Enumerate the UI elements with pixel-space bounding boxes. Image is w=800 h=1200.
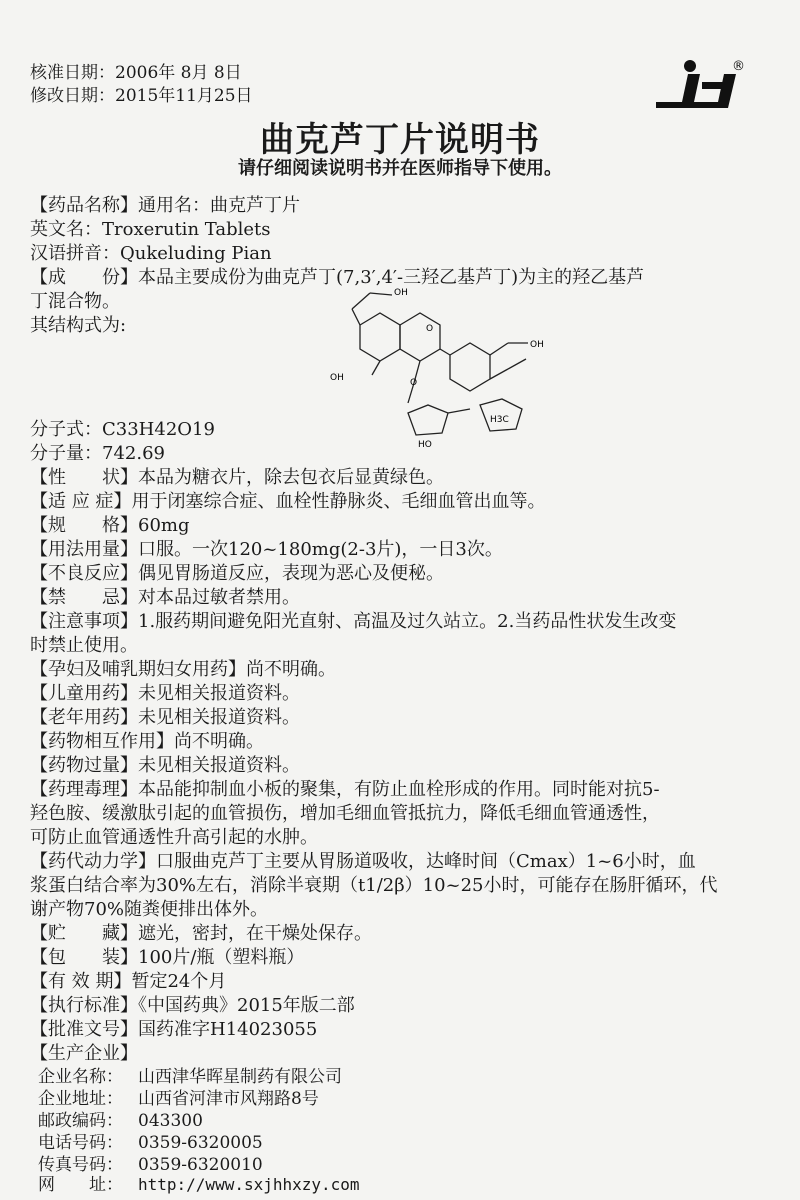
h3c-label: H3C xyxy=(490,415,509,425)
pharmacokinetics-line-3: 谢产物70%随粪便排出体外。 xyxy=(30,899,269,920)
page-title: 曲克芦丁片说明书 xyxy=(260,120,540,160)
geriatric-use: 【老年用药】未见相关报道资料。 xyxy=(30,707,300,728)
manufacturer-value: 山西津华晖星制药有限公司 xyxy=(138,1067,342,1087)
manufacturer-value: 山西省河津市风翔路8号 xyxy=(138,1089,319,1109)
ingredients-line-1: 【成 份】本品主要成份为曲克芦丁(7,3′,4′-三羟乙基芦丁)为主的羟乙基芦 xyxy=(30,267,645,288)
manufacturer-key: 邮政编码： xyxy=(38,1111,123,1131)
pinyin-name: 汉语拼音：Qukeluding Pian xyxy=(30,243,272,264)
validity: 【有 效 期】暂定24个月 xyxy=(30,971,227,992)
manufacturer-key: 企业地址： xyxy=(38,1089,123,1109)
molecular-formula: 分子式：C33H42O19 xyxy=(30,419,215,440)
dosage: 【用法用量】口服。一次120~180mg(2-3片)，一日3次。 xyxy=(30,539,503,560)
manufacturer-header: 【生产企业】 xyxy=(30,1043,138,1064)
manufacturer-row xyxy=(38,1154,263,1176)
header-dates xyxy=(30,62,253,108)
o-label: O xyxy=(426,324,434,334)
website-link[interactable]: http://www.sxjhhxzy.com xyxy=(138,1175,360,1194)
specification: 【规 格】60mg xyxy=(30,515,190,536)
precautions-line-2: 时禁止使用。 xyxy=(30,635,138,656)
ingredients-line-2: 丁混合物。 xyxy=(30,291,120,312)
pharmacology-line-1: 【药理毒理】本品能抑制血小板的聚集，有防止血栓形成的作用。同时能对抗5- xyxy=(30,779,660,800)
indications: 【适 应 症】用于闭塞综合症、血栓性静脉炎、毛细血管出血等。 xyxy=(30,491,546,512)
manufacturer-row xyxy=(38,1066,342,1088)
oh-label: OH xyxy=(330,373,344,383)
manufacturer-value: 0359-6320005 xyxy=(138,1133,263,1153)
pregnancy-use: 【孕妇及哺乳期妇女用药】尚不明确。 xyxy=(30,659,336,680)
registered-mark: ® xyxy=(732,59,745,74)
drug-name: 【药品名称】通用名：曲克芦丁片 xyxy=(30,195,300,216)
manufacturer-row xyxy=(38,1110,203,1132)
manufacturer-value: 043300 xyxy=(138,1111,203,1131)
manufacturer-key: 电话号码： xyxy=(38,1133,123,1153)
contraindications: 【禁 忌】对本品过敏者禁用。 xyxy=(30,587,300,608)
company-logo xyxy=(652,56,745,112)
molecular-weight: 分子量：742.69 xyxy=(30,443,165,464)
approval-date: 核准日期：2006年 8月 8日 xyxy=(30,63,242,83)
english-name: 英文名：Troxerutin Tablets xyxy=(30,219,271,240)
pharmacology-line-3: 可防止血管通透性升高引起的水肿。 xyxy=(30,827,318,848)
manufacturer-key: 网 址： xyxy=(38,1175,123,1195)
manufacturer-row xyxy=(38,1174,360,1196)
manufacturer-row xyxy=(38,1132,263,1154)
properties: 【性 状】本品为糖衣片，除去包衣后显黄绿色。 xyxy=(30,467,444,488)
approval-number: 【批准文号】国药准字H14023055 xyxy=(30,1019,318,1040)
package: 【包 装】100片/瓶（塑料瓶） xyxy=(30,947,305,968)
overdose: 【药物过量】未见相关报道资料。 xyxy=(30,755,300,776)
page-subtitle: 请仔细阅读说明书并在医师指导下使用。 xyxy=(238,158,562,179)
standard: 【执行标准】《中国药典》2015年版二部 xyxy=(30,995,355,1016)
manufacturer-value: 0359-6320010 xyxy=(138,1155,263,1175)
oh-label: OH xyxy=(394,288,408,298)
pharmacokinetics-line-1: 【药代动力学】口服曲克芦丁主要从胃肠道吸收，达峰时间（Cmax）1~6小时，血 xyxy=(30,851,696,872)
storage: 【贮 藏】遮光，密封，在干燥处保存。 xyxy=(30,923,372,944)
manufacturer-key: 企业名称： xyxy=(38,1067,123,1087)
manufacturer-row xyxy=(38,1088,319,1110)
manufacturer-key: 传真号码： xyxy=(38,1155,123,1175)
o-label: O xyxy=(410,378,418,388)
precautions-line-1: 【注意事项】1.服药期间避免阳光直射、高温及过久站立。2.当药品性状发生改变 xyxy=(30,611,677,632)
drug-interactions: 【药物相互作用】尚不明确。 xyxy=(30,731,264,752)
revision-date: 修改日期：2015年11月25日 xyxy=(30,86,253,106)
ho-label: HO xyxy=(418,440,432,450)
structure-label: 其结构式为: xyxy=(30,315,127,336)
pediatric-use: 【儿童用药】未见相关报道资料。 xyxy=(30,683,300,704)
adverse-reactions: 【不良反应】偶见胃肠道反应，表现为恶心及便秘。 xyxy=(30,563,444,584)
pharmacokinetics-line-2: 浆蛋白结合率为30%左右，消除半衰期（t1/2β）10~25小时，可能存在肠肝循环，代 xyxy=(30,875,718,896)
oh-label: OH xyxy=(530,340,544,350)
pharmacology-line-2: 羟色胺、缓激肽引起的血管损伤，增加毛细血管抵抗力，降低毛细血管通透性， xyxy=(30,803,660,824)
